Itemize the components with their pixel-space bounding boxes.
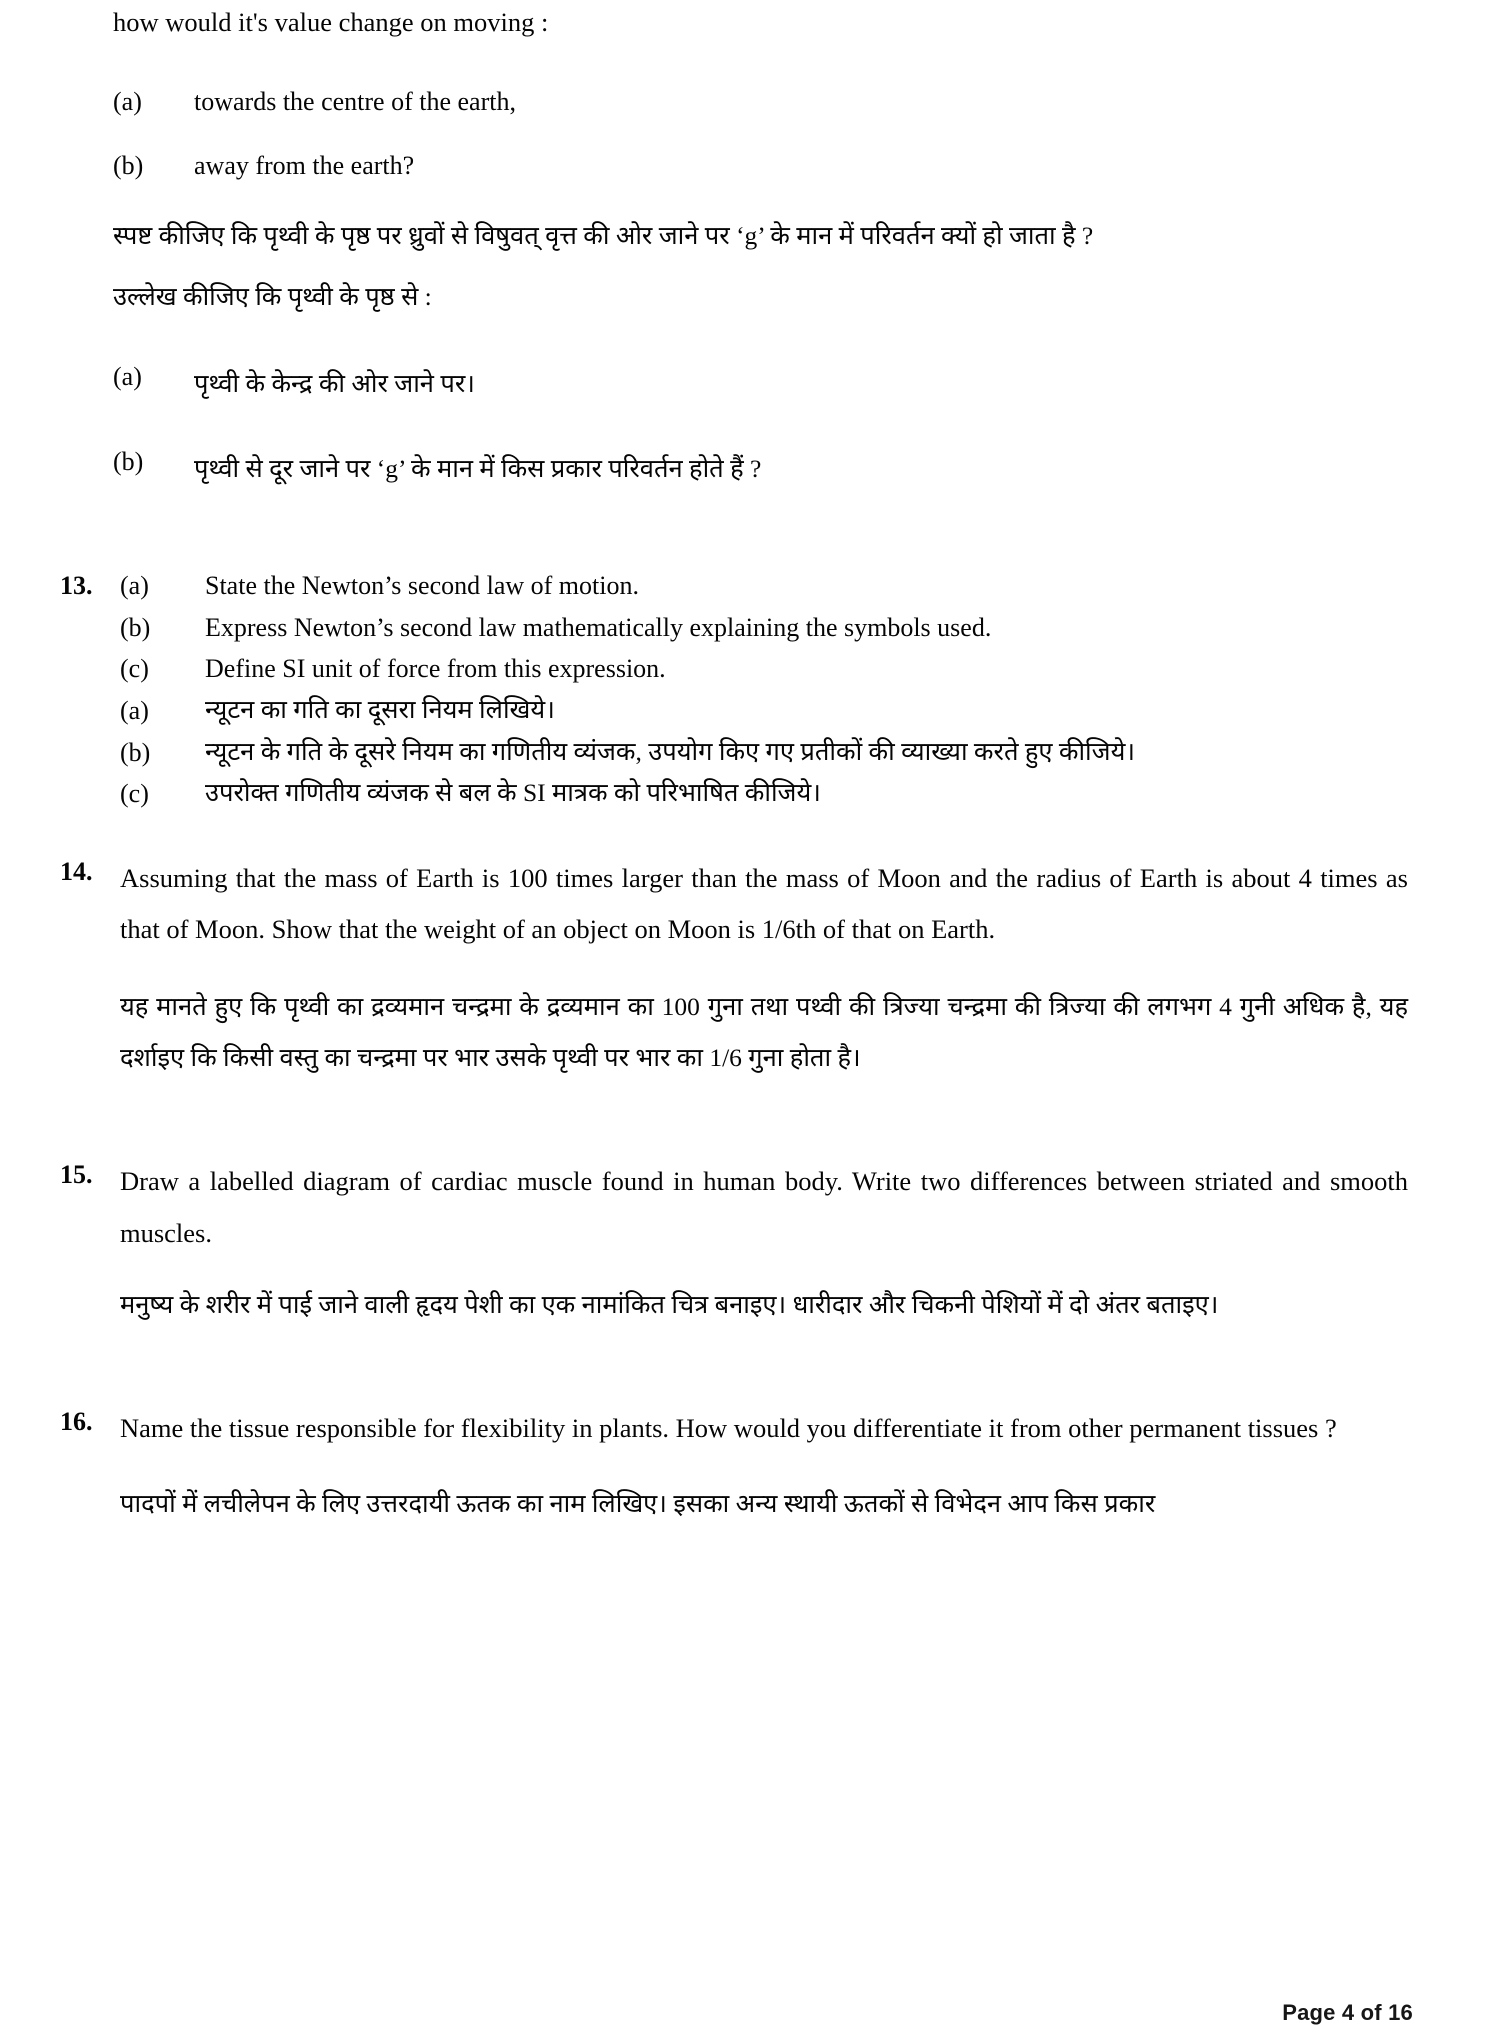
option-label-b-en: (b) xyxy=(113,150,144,180)
carryover-stem-english-block xyxy=(60,0,1410,41)
q13-label-b-en: (b) xyxy=(120,612,151,642)
q13-label-c-hi: (c) xyxy=(120,779,149,809)
carryover-stem-hindi-1: स्पष्ट कीजिए कि पृथ्वी के पृष्ठ पर ध्रुवों से विषुवत् वृत्त की ओर जाने पर ‘g’ के मान में परिवर्तन क्यों हो जाता है ? xyxy=(113,221,1094,251)
carryover-stem-hindi-2-block xyxy=(60,278,1463,316)
question-13-sub-a-hi xyxy=(60,692,1410,730)
carryover-stem-english: how would it's value change on moving : xyxy=(113,7,549,37)
q13-text-b-en: Express Newton’s second law mathematically explaining the symbols used. xyxy=(205,612,992,642)
question-13-sub-b-hi xyxy=(60,734,1410,772)
question-14-text-english: Assuming that the mass of Earth is 100 times larger than the mass of Moon and the radius of Earth is about 4 times as that of Moon. Show that the weight of an object on Moon is 1/6th of that on Earth. xyxy=(120,863,1408,945)
page-footer: Page 4 of 16 xyxy=(1282,2000,1413,2025)
q13-text-c-en: Define SI unit of force from this expression. xyxy=(205,654,666,684)
carryover-option-b-english xyxy=(60,147,1410,185)
question-15-text-hindi: मनुष्य के शरीर में पाई जाने वाली हृदय पेशी का एक नामांकित चित्र बनाइए। धारीदार और चिकनी पेशियों में दो अंतर बताइए। xyxy=(120,1289,1219,1319)
question-13 xyxy=(60,567,1410,813)
question-16-text-english: Name the tissue responsible for flexibility in plants. How would you differentiate it from other permanent tissues ? xyxy=(120,1412,1337,1443)
question-13-number: 13. xyxy=(60,570,93,600)
option-label-b-hi: (b) xyxy=(113,446,144,476)
q13-label-b-hi: (b) xyxy=(120,737,151,767)
question-14-number: 14. xyxy=(60,857,93,887)
option-text-b-en: away from the earth? xyxy=(194,150,415,180)
carryover-option-a-hindi xyxy=(60,358,1410,409)
option-label-a-en: (a) xyxy=(113,87,142,117)
question-13-sub-c-en xyxy=(60,650,1410,688)
option-text-b-hi: पृथ्वी से दूर जाने पर ‘g’ के मान में किस प्रकार परिवर्तन होते हैं ? xyxy=(194,453,762,483)
carryover-stem-hindi-2: उल्लेख कीजिए कि पृथ्वी के पृष्ठ से : xyxy=(113,281,432,311)
q13-label-c-en: (c) xyxy=(120,654,149,684)
question-15-text-english: Draw a labelled diagram of cardiac muscle found in human body. Write two differences between striated and smooth muscles. xyxy=(120,1166,1408,1248)
option-text-a-hi: पृथ्वी के केन्द्र की ओर जाने पर। xyxy=(194,368,475,398)
question-16-number: 16. xyxy=(60,1406,93,1436)
option-text-a-en: towards the centre of the earth, xyxy=(194,87,516,117)
q13-label-a-en: (a) xyxy=(120,570,149,600)
question-14-text-hindi: यह मानते हुए कि पृथ्वी का द्रव्यमान चन्द्रमा के द्रव्यमान का 100 गुना तथा पथ्वी की त्रिज्या चन्द्रमा की त्रिज्या की लगभग 4 गुनी अधिक है, यह दर्शाइए कि किसी वस्तु का चन्द्रमा पर भार उसके पृथ्वी पर भार का 1/6 गुना होता है। xyxy=(120,992,1408,1073)
question-13-sub-a-en xyxy=(60,567,1410,605)
question-15-number: 15. xyxy=(60,1160,93,1190)
carryover-option-b-hindi xyxy=(60,443,1410,494)
q13-label-a-hi: (a) xyxy=(120,696,149,726)
question-14 xyxy=(60,853,1410,1083)
q13-text-c-hi: उपरोक्त गणितीय व्यंजक से बल के SI मात्रक को परिभाषित कीजिये। xyxy=(205,778,821,808)
q13-text-b-hi: न्यूटन के गति के दूसरे नियम का गणितीय व्यंजक, उपयोग किए गए प्रतीकों की व्याख्या करते हुए कीजिये। xyxy=(205,736,1136,766)
question-15 xyxy=(60,1156,1410,1329)
q13-text-a-hi: न्यूटन का गति का दूसरा नियम लिखिये। xyxy=(205,695,555,725)
question-13-sub-c-hi xyxy=(60,775,1410,813)
option-label-a-hi: (a) xyxy=(113,361,142,391)
carryover-option-a-english xyxy=(60,83,1410,121)
q13-text-a-en: State the Newton’s second law of motion. xyxy=(205,570,639,600)
question-16-text-hindi: पादपों में लचीलेपन के लिए उत्तरदायी ऊतक का नाम लिखिए। इसका अन्य स्थायी ऊतकों से विभेदन आप किस प्रकार xyxy=(120,1488,1156,1518)
question-13-sub-b-en xyxy=(60,609,1410,647)
question-16 xyxy=(60,1403,1410,1529)
carryover-stem-hindi-1-block xyxy=(60,217,1466,255)
